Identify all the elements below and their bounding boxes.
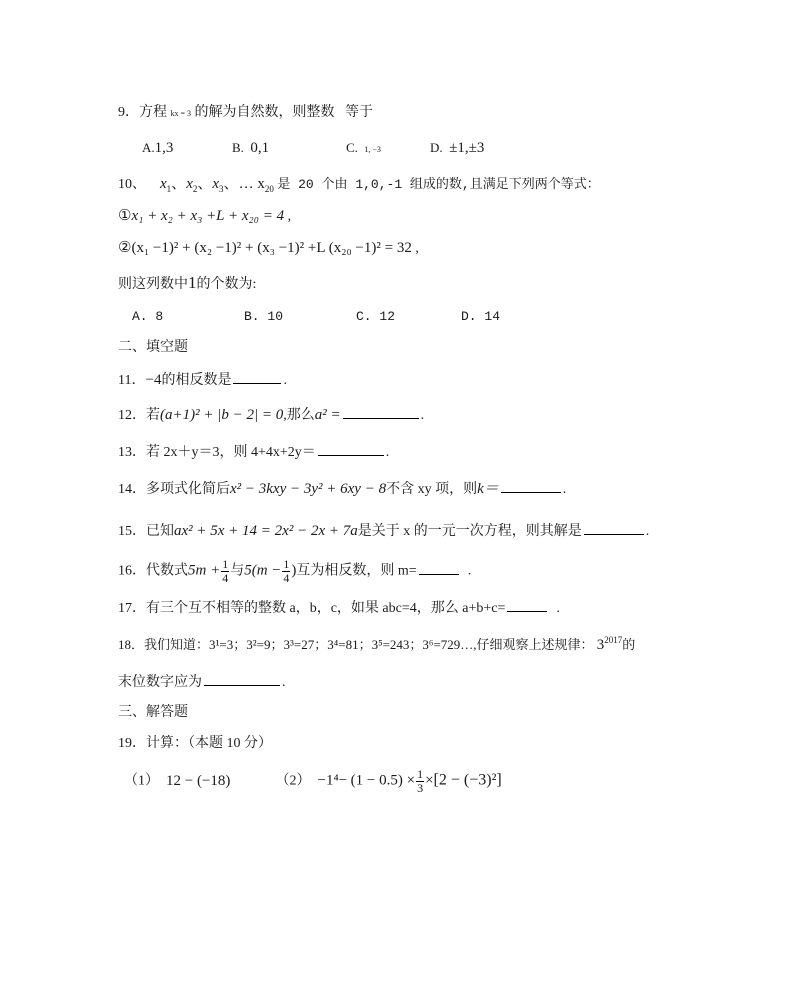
q10-option-d: D. 14	[461, 309, 501, 324]
q16-fraction-1: $\frac{1}{4}$	[222, 557, 229, 585]
q17-number: 17．	[118, 601, 146, 616]
q16-expr-a: 5m +	[188, 562, 221, 579]
q10-circle-2: ②	[118, 238, 132, 256]
q12-expr2: a² =	[314, 407, 341, 423]
q10-ask-a: 则这列数中	[118, 277, 188, 292]
q12-end: .	[420, 408, 425, 423]
q10-question	[118, 273, 256, 295]
q19-fraction: $\frac{1}{3}$	[417, 767, 424, 795]
q13-end: .	[385, 445, 390, 460]
q10-number: 10、	[118, 177, 146, 192]
q19-part-2-expr-b: (1 − 0.5) ×	[350, 772, 416, 789]
question-19	[118, 734, 272, 754]
q9-number: 9．	[118, 105, 139, 120]
q10-ask-b: 的个数为:	[196, 277, 257, 292]
q16-text-c: 互为相反数，则 m=	[296, 563, 417, 579]
q13-number: 13．	[118, 445, 146, 460]
q15-text-a: 已知	[146, 524, 174, 539]
q12-answer-blank[interactable]	[343, 404, 419, 419]
q11-answer-blank[interactable]	[233, 369, 281, 384]
q9-option-c: C. 1, −3	[346, 140, 381, 155]
q15-number: 15．	[118, 524, 146, 539]
q11-expr: −4	[145, 372, 162, 388]
q18-answer-blank[interactable]	[204, 671, 280, 686]
q10-option-c: C. 12	[356, 309, 396, 324]
q18-tail: 的	[622, 637, 636, 652]
question-12	[118, 404, 424, 426]
q10-equation-1: ①x₁ + x₂ + x₃ +L + x₂₀ = 4 ,	[118, 206, 292, 224]
q14-answer-blank[interactable]	[501, 478, 561, 493]
q9-equation: kx = 3	[170, 109, 192, 118]
q16-answer-blank[interactable]	[419, 560, 459, 575]
q11-text: 的相反数是	[161, 373, 232, 388]
q19-part-2-bracket: [2 − (−3)²]	[433, 771, 502, 789]
q10-circle-1: ①	[118, 206, 132, 224]
q16-end: .	[467, 563, 472, 579]
q9-option-b: B. 0,1	[232, 140, 270, 156]
q15-text-b: 是关于 x 的一元一次方程，则其解是	[357, 524, 582, 539]
q10-equation-2: ②(x₁ −1)² + (x₂ −1)² + (x₃ −1)² +L (x₂₀ −1)² = 32 ,	[118, 238, 419, 256]
q18-text: 我们知道：3¹=3；3²=9；3³=27；3⁴=81；3⁵=243；3⁶=729…,仔细观察上述规律：	[144, 637, 594, 652]
question-15	[118, 520, 649, 542]
q16-fraction-2: $\frac{1}{4}$	[283, 557, 290, 585]
q10-option-a: A. 8	[132, 309, 164, 324]
q9-text-c: 等于	[345, 105, 374, 120]
q12-number: 12．	[118, 408, 146, 423]
q10-eq2: (x₁ −1)² + (x₂ −1)² + (x₃ −1)² +L (x₂₀ −1)² = 32	[131, 240, 412, 256]
question-9	[118, 103, 373, 124]
q16-expr-b-end: )	[291, 562, 297, 579]
q14-expr: x² − 3kxy − 3y² + 6xy − 8	[230, 481, 387, 497]
q16-text-a: 代数式	[146, 563, 188, 579]
q10-option-b: B. 10	[244, 309, 284, 324]
q10-eq1: x₁ + x₂ + x₃ +L + x₂₀ = 4	[131, 208, 285, 224]
q9-option-a: A.1,3	[142, 140, 174, 156]
q19-part-1-expr: 12 − (−18)	[166, 772, 231, 789]
question-11	[118, 369, 287, 391]
q19-part-1-label: （1）	[124, 773, 159, 789]
q13-answer-blank[interactable]	[318, 441, 384, 456]
q12-text-a: 若	[146, 408, 160, 423]
question-10	[118, 174, 600, 195]
question-16	[118, 558, 471, 585]
q17-end: .	[556, 601, 560, 616]
question-18	[118, 635, 635, 655]
q10-ask-one: 1	[188, 273, 197, 292]
q17-answer-blank[interactable]	[507, 597, 547, 612]
question-17	[118, 597, 560, 619]
q14-text-b: 不含 xy 项，则	[386, 482, 478, 497]
q19-part-2-expr-a: −1⁴−	[317, 772, 348, 789]
q19-parts	[124, 768, 502, 795]
q18-end: .	[282, 675, 286, 690]
q14-text-a: 多项式化简后	[146, 482, 230, 497]
q11-end: .	[283, 373, 287, 388]
q15-end: .	[645, 524, 650, 539]
q18-power: $3^{2017}$	[596, 635, 623, 653]
q9-option-d: D. ±1,±3	[430, 140, 485, 156]
q18-line-2	[118, 671, 286, 693]
q9-text-b: 的解为自然数，则整数	[194, 105, 335, 120]
q19-part-2-label: （2）	[275, 773, 311, 789]
q10-options	[132, 307, 500, 327]
q15-answer-blank[interactable]	[584, 520, 644, 535]
q9-options	[142, 138, 484, 160]
q15-expr: ax² + 5x + 14 = 2x² − 2x + 7a	[174, 523, 358, 539]
q19-number: 19．	[118, 736, 146, 751]
q14-expr2: k＝	[477, 481, 499, 497]
q18-number: 18．	[118, 637, 145, 652]
q11-number: 11．	[118, 373, 146, 388]
q14-end: .	[562, 482, 567, 497]
q12-expr: (a+1)² + |b − 2| = 0	[160, 407, 284, 423]
q17-text: 有三个互不相等的整数 a，b，c，如果 abc=4，那么 a+b+c=	[146, 601, 506, 616]
question-14	[118, 478, 566, 500]
question-13	[118, 441, 389, 463]
section-2-heading: 二、填空题	[118, 340, 188, 355]
q9-text-a: 方程	[139, 105, 167, 120]
q12-text-b: ,那么	[283, 408, 315, 423]
q14-number: 14．	[118, 482, 146, 497]
q19-part-2-times: ×	[425, 772, 434, 789]
q16-expr-b: 5(m −	[244, 562, 282, 579]
q13-text: 若 2x＋y＝3，则 4+4x+2y＝	[146, 445, 316, 460]
q16-number: 16．	[118, 563, 146, 579]
q16-text-b: 与	[230, 563, 245, 579]
q18-text-2: 末位数字应为	[118, 675, 202, 690]
q10-variables: $x_1$、$x_2$、$x_3$、… $x_{20}$	[160, 176, 274, 194]
section-3-heading: 三、解答题	[118, 705, 188, 720]
q19-text: 计算：（本题 10 分）	[146, 736, 272, 751]
q10-text: 是 20 个由 1,0,-1 组成的数,且满足下列两个等式：	[277, 177, 600, 192]
